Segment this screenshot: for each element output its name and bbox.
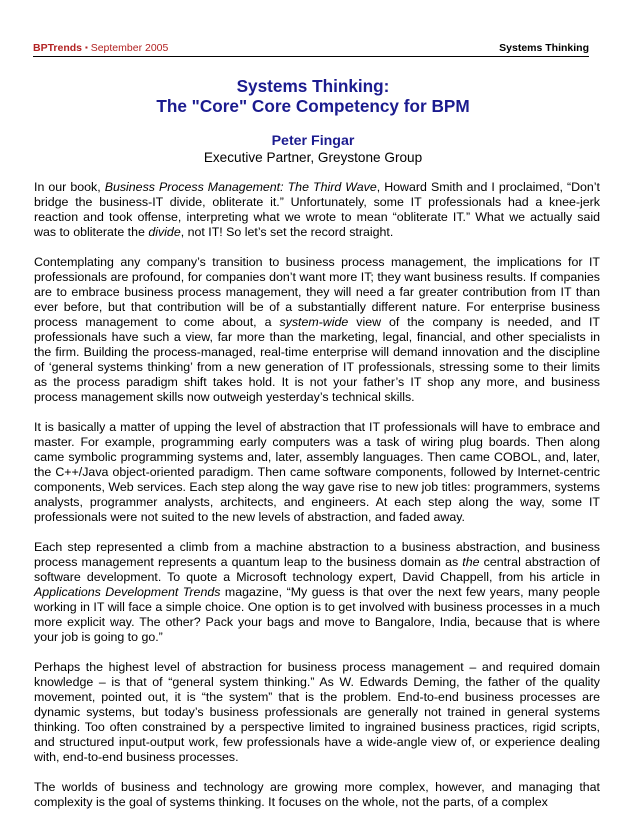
header-brand: BPTrends — [33, 42, 83, 54]
title-line-2: The "Core" Core Competency for BPM — [156, 96, 470, 116]
paragraph: It is basically a matter of upping the level of abstraction that IT professionals will have to embrace and master. For example, programming early computers was a task of wiring plug boards. Then along came symbolic programming systems and, later, assembly languages. Then came COBOL, and, later, the C++/Java object-oriented paradigm. Then came software components, followed by Internet-centric components, Web services. Each step along the way gave rise to new job titles: programmers, systems analysts, programmer analysts, architects, and engineers. At each step along the way, some IT professionals were not suited to the new levels of abstraction, and faded away. — [34, 420, 600, 524]
header-separator: ▪ — [84, 43, 88, 52]
emphasis: divide — [148, 225, 181, 239]
header-section: Systems Thinking — [499, 42, 589, 54]
paragraph: Perhaps the highest level of abstraction for business process management – and required domain knowledge – is that of “general system thinking.” As W. Edwards Deming, the father of the quality movement, pointed out, it is “the system” that is the problem. End-to-end business processes are dynamic systems, but today’s business professionals are generally not trained in general systems thinking. Too often constrained by a perspective limited to ingrained business practices, rigid scripts, and structured input-output work, few professionals have a wide-angle view of, or experience dealing with, end-to-end business processes. — [34, 660, 600, 764]
paragraph: In our book, Business Process Management: The Third Wave, Howard Smith and I proclaimed, “Don’t bridge the business-IT divide, obliterate it.” Unfortunately, some IT professionals had a knee-jerk reaction and took offense, interpreting what we wrote to mean “obliterate IT.” What we actually said was to obliterate the divide, not IT! So let’s set the record straight. — [34, 180, 601, 239]
article-body — [34, 180, 600, 825]
header-left — [33, 42, 168, 54]
emphasis: system-wide — [279, 315, 349, 329]
author-affiliation: Executive Partner, Greystone Group — [203, 150, 423, 165]
magazine-title: Applications Development Trends — [34, 585, 221, 599]
book-title: Business Process Management: The Third Wave — [104, 180, 377, 194]
author-name: Peter Fingar — [271, 133, 355, 149]
emphasis: the — [462, 555, 480, 569]
paragraph: The worlds of business and technology are growing more complex, however, and managing that complexity is the goal of systems thinking. It focuses on the whole, not the parts, of a complex — [34, 780, 600, 809]
paragraph: Each step represented a climb from a machine abstraction to a business abstraction, and business process management represents a quantum leap to the business domain as the central abstraction of software development. To quote a Microsoft technology expert, David Chappell, from his article in Applications Development Trends magazine, “My guess is that over the next few years, many people working in IT will face a simple choice. One option is to get involved with business processes in a much more explicit way. The other? Pack your bags and move to Bangalore, India, because that is where your job is going to go.” — [34, 540, 601, 644]
article-title — [0, 76, 626, 116]
header-date: September 2005 — [90, 42, 169, 54]
title-line-1: Systems Thinking: — [236, 76, 390, 96]
page-header — [33, 42, 589, 57]
paragraph: Contemplating any company’s transition to business process management, the implications for IT professionals are profound, for companies don’t want more IT; they want business results. If companies are to embrace business process management, they will need a far greater contribution from IT than ever before, but that contribution will be of a substantially different nature. For enterprise business process management to come about, a system-wide view of the company is needed, and IT professionals have such a view, far more than the marketing, legal, financial, and other specialists in the firm. Building the process-managed, real-time enterprise will demand innovation and the discipline of ‘general systems thinking’ from a new generation of IT professionals, stressing some to their limits as the process paradigm shift takes hold. It is not your father’s IT shop any more, and business process management skills now outweigh yesterday’s technical skills. — [34, 255, 600, 404]
